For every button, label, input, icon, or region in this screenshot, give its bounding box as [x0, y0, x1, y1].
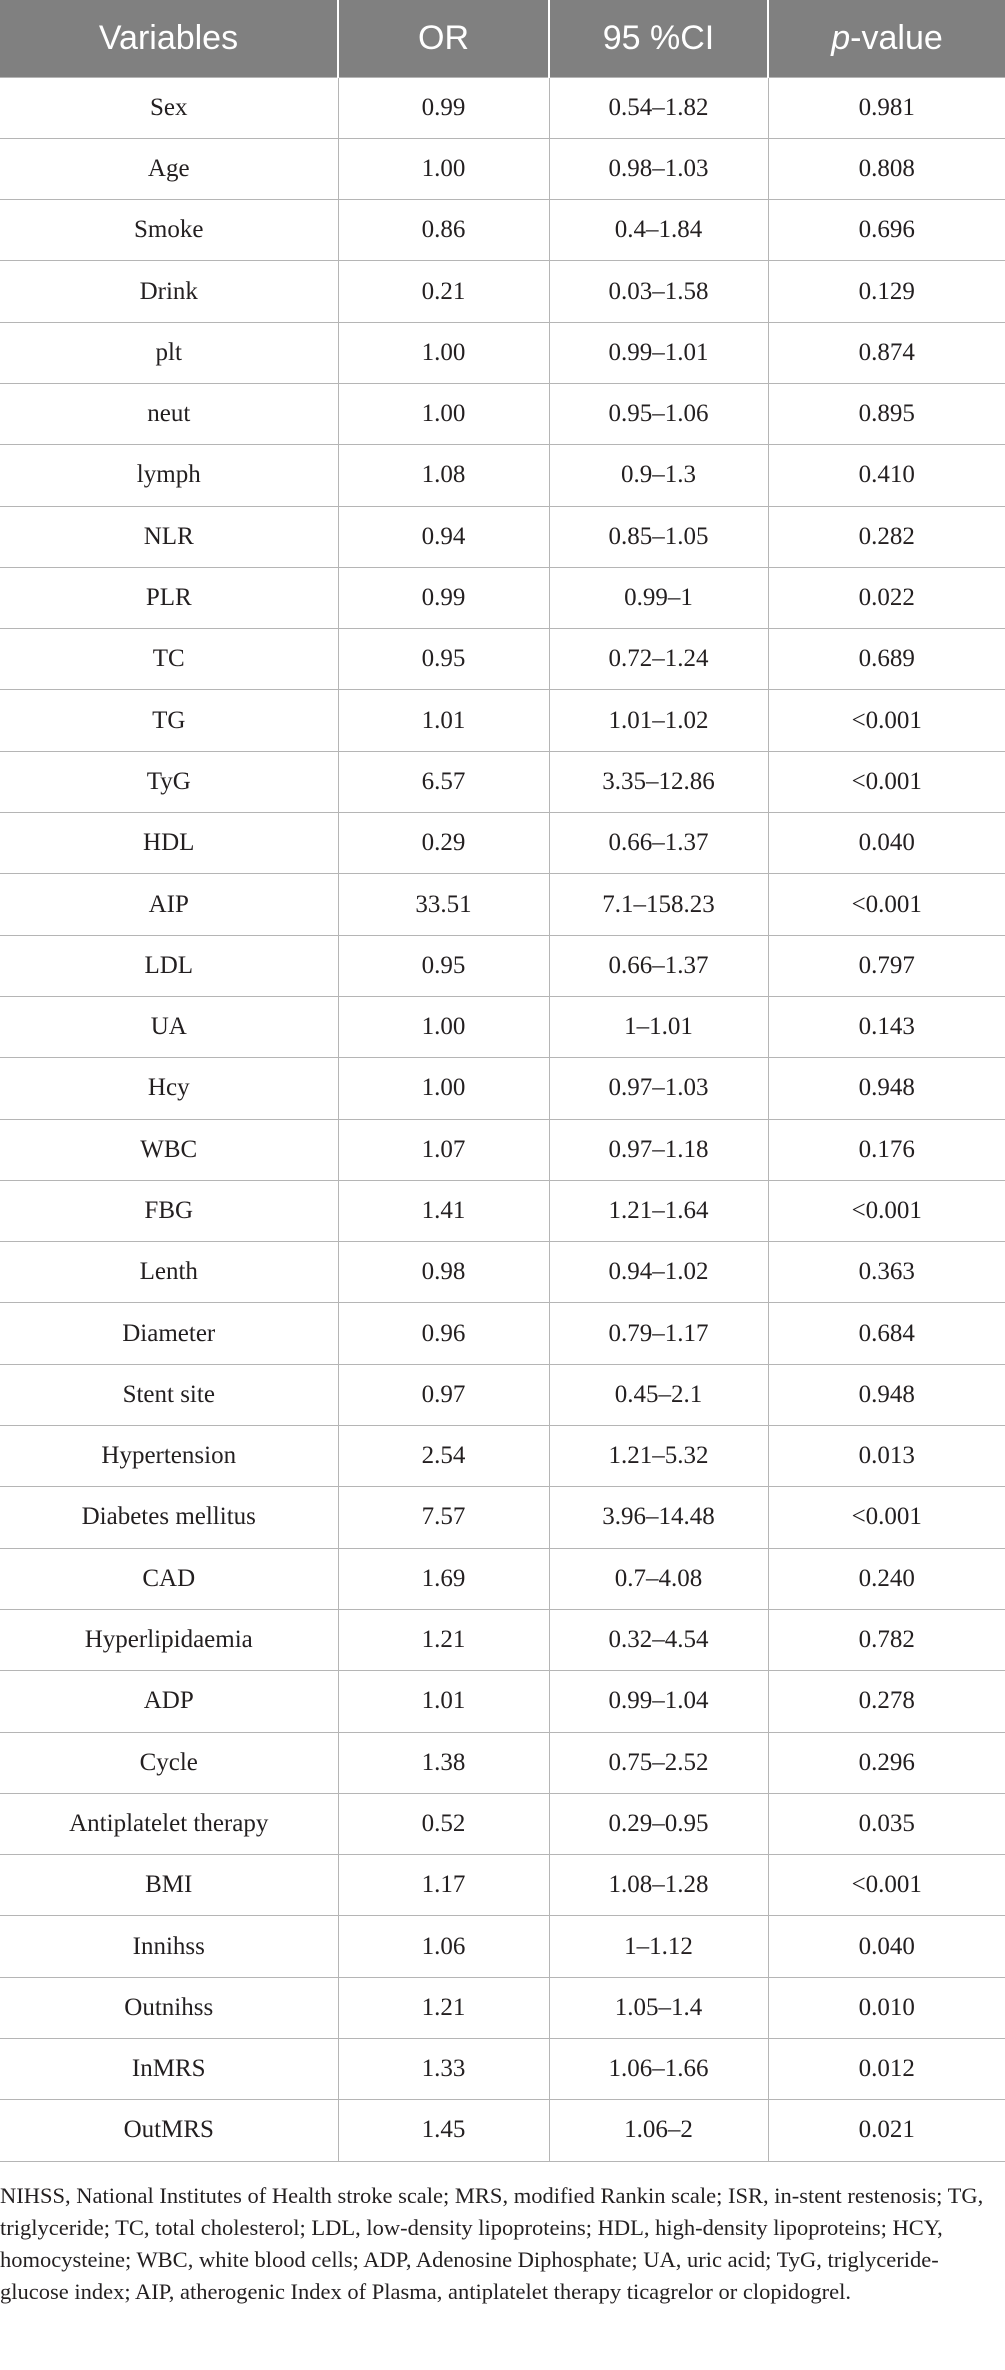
header-p-italic: p [831, 18, 851, 57]
header-p-value [768, 0, 1005, 77]
table-row [0, 1426, 1005, 1487]
cell-or: 0.95 [338, 629, 549, 690]
cell-or: 1.45 [338, 2100, 549, 2161]
cell-p-value: 0.808 [768, 138, 1005, 199]
cell-ci: 0.66–1.37 [549, 813, 768, 874]
cell-or: 33.51 [338, 874, 549, 935]
cell-or: 1.17 [338, 1855, 549, 1916]
cell-or: 1.06 [338, 1916, 549, 1977]
cell-or: 1.07 [338, 1119, 549, 1180]
table-row [0, 1364, 1005, 1425]
cell-variable: FBG [0, 1180, 338, 1241]
cell-ci: 0.99–1 [549, 567, 768, 628]
cell-variable: Hyperlipidaemia [0, 1609, 338, 1670]
cell-or: 0.96 [338, 1303, 549, 1364]
cell-ci: 0.85–1.05 [549, 506, 768, 567]
cell-variable: InMRS [0, 2039, 338, 2100]
cell-ci: 0.7–4.08 [549, 1548, 768, 1609]
header-row [0, 0, 1005, 77]
cell-variable: plt [0, 322, 338, 383]
table-row [0, 200, 1005, 261]
cell-ci: 1.06–2 [549, 2100, 768, 2161]
table-row [0, 1058, 1005, 1119]
cell-ci: 1–1.01 [549, 996, 768, 1057]
cell-or: 6.57 [338, 751, 549, 812]
table-row [0, 1609, 1005, 1670]
table-row [0, 1487, 1005, 1548]
cell-p-value: 0.013 [768, 1426, 1005, 1487]
cell-p-value: 0.022 [768, 567, 1005, 628]
cell-or: 1.00 [338, 996, 549, 1057]
cell-p-value: 0.021 [768, 2100, 1005, 2161]
cell-or: 1.21 [338, 1609, 549, 1670]
cell-or: 1.00 [338, 322, 549, 383]
table-row [0, 996, 1005, 1057]
cell-p-value: <0.001 [768, 1180, 1005, 1241]
cell-or: 1.21 [338, 1977, 549, 2038]
cell-or: 1.00 [338, 138, 549, 199]
cell-ci: 1.21–5.32 [549, 1426, 768, 1487]
cell-ci: 0.66–1.37 [549, 935, 768, 996]
table-row [0, 1303, 1005, 1364]
table-row [0, 935, 1005, 996]
table-row [0, 1671, 1005, 1732]
cell-variable: PLR [0, 567, 338, 628]
cell-p-value: 0.278 [768, 1671, 1005, 1732]
table-row [0, 874, 1005, 935]
cell-or: 0.52 [338, 1793, 549, 1854]
cell-variable: UA [0, 996, 338, 1057]
cell-variable: OutMRS [0, 2100, 338, 2161]
cell-variable: BMI [0, 1855, 338, 1916]
cell-variable: Hcy [0, 1058, 338, 1119]
cell-p-value: 0.797 [768, 935, 1005, 996]
cell-or: 1.00 [338, 383, 549, 444]
table-row [0, 138, 1005, 199]
table-row [0, 1119, 1005, 1180]
cell-or: 0.86 [338, 200, 549, 261]
table-row [0, 690, 1005, 751]
table-row [0, 2100, 1005, 2161]
cell-variable: ADP [0, 1671, 338, 1732]
cell-ci: 0.4–1.84 [549, 200, 768, 261]
cell-ci: 1–1.12 [549, 1916, 768, 1977]
cell-p-value: 0.696 [768, 200, 1005, 261]
cell-p-value: 0.981 [768, 77, 1005, 138]
cell-p-value: 0.874 [768, 322, 1005, 383]
table-row [0, 322, 1005, 383]
cell-ci: 1.05–1.4 [549, 1977, 768, 2038]
header-p-rest: -value [850, 18, 943, 57]
header-variables: Variables [98, 18, 239, 57]
table-row [0, 1548, 1005, 1609]
cell-variable: LDL [0, 935, 338, 996]
table-row [0, 751, 1005, 812]
cell-variable: Smoke [0, 200, 338, 261]
cell-ci: 0.97–1.18 [549, 1119, 768, 1180]
cell-or: 0.99 [338, 77, 549, 138]
table-row [0, 1793, 1005, 1854]
cell-ci: 0.9–1.3 [549, 445, 768, 506]
cell-or: 1.01 [338, 690, 549, 751]
cell-variable: Sex [0, 77, 338, 138]
cell-variable: NLR [0, 506, 338, 567]
cell-ci: 1.06–1.66 [549, 2039, 768, 2100]
cell-ci: 1.01–1.02 [549, 690, 768, 751]
cell-variable: AIP [0, 874, 338, 935]
cell-p-value: 0.296 [768, 1732, 1005, 1793]
cell-ci: 0.45–2.1 [549, 1364, 768, 1425]
cell-p-value: <0.001 [768, 751, 1005, 812]
cell-or: 1.69 [338, 1548, 549, 1609]
cell-variable: Stent site [0, 1364, 338, 1425]
cell-variable: Drink [0, 261, 338, 322]
cell-ci: 0.95–1.06 [549, 383, 768, 444]
cell-or: 1.00 [338, 1058, 549, 1119]
cell-variable: Lenth [0, 1242, 338, 1303]
cell-or: 0.97 [338, 1364, 549, 1425]
cell-p-value: 0.782 [768, 1609, 1005, 1670]
cell-ci: 3.35–12.86 [549, 751, 768, 812]
cell-or: 1.33 [338, 2039, 549, 2100]
cell-ci: 0.72–1.24 [549, 629, 768, 690]
cell-p-value: 0.684 [768, 1303, 1005, 1364]
cell-or: 7.57 [338, 1487, 549, 1548]
cell-variable: Age [0, 138, 338, 199]
cell-ci: 0.54–1.82 [549, 77, 768, 138]
table-row [0, 1242, 1005, 1303]
cell-p-value: 0.129 [768, 261, 1005, 322]
cell-ci: 1.21–1.64 [549, 1180, 768, 1241]
table-row [0, 1977, 1005, 2038]
cell-or: 0.99 [338, 567, 549, 628]
table-row [0, 813, 1005, 874]
table-footnote: NIHSS, National Institutes of Health stroke scale; MRS, modified Rankin scale; ISR, in-stent restenosis; TG, triglyceride; TC, total cholesterol; LDL, low-density lipoproteins; HDL, high-density lipoproteins; HCY, homocysteine; WBC, white blood cells; ADP, Adenosine Diphosphate; UA, uric acid; TyG, triglyceride-glucose index; AIP, atherogenic Index of Plasma, antiplatelet therapy ticagrelor or clopidogrel. [0, 2183, 984, 2304]
cell-or: 0.98 [338, 1242, 549, 1303]
cell-variable: neut [0, 383, 338, 444]
cell-or: 2.54 [338, 1426, 549, 1487]
cell-p-value: <0.001 [768, 1487, 1005, 1548]
cell-p-value: 0.176 [768, 1119, 1005, 1180]
cell-p-value: 0.948 [768, 1058, 1005, 1119]
cell-p-value: 0.282 [768, 506, 1005, 567]
table-body [0, 77, 1005, 2161]
cell-p-value: <0.001 [768, 690, 1005, 751]
table-row [0, 1855, 1005, 1916]
cell-variable: HDL [0, 813, 338, 874]
table-row [0, 445, 1005, 506]
cell-ci: 0.98–1.03 [549, 138, 768, 199]
cell-or: 1.38 [338, 1732, 549, 1793]
cell-variable: Diabetes mellitus [0, 1487, 338, 1548]
cell-variable: TC [0, 629, 338, 690]
cell-p-value: 0.040 [768, 1916, 1005, 1977]
cell-ci: 7.1–158.23 [549, 874, 768, 935]
cell-ci: 1.08–1.28 [549, 1855, 768, 1916]
cell-or: 0.29 [338, 813, 549, 874]
cell-p-value: 0.012 [768, 2039, 1005, 2100]
cell-p-value: 0.948 [768, 1364, 1005, 1425]
cell-variable: Hypertension [0, 1426, 338, 1487]
cell-ci: 0.75–2.52 [549, 1732, 768, 1793]
cell-variable: WBC [0, 1119, 338, 1180]
cell-variable: Diameter [0, 1303, 338, 1364]
cell-or: 0.21 [338, 261, 549, 322]
table-row [0, 2039, 1005, 2100]
cell-variable: TG [0, 690, 338, 751]
cell-ci: 0.97–1.03 [549, 1058, 768, 1119]
cell-variable: lymph [0, 445, 338, 506]
table-row [0, 1180, 1005, 1241]
table-row [0, 1916, 1005, 1977]
cell-ci: 0.32–4.54 [549, 1609, 768, 1670]
cell-or: 0.94 [338, 506, 549, 567]
cell-or: 1.08 [338, 445, 549, 506]
cell-or: 0.95 [338, 935, 549, 996]
cell-ci: 3.96–14.48 [549, 1487, 768, 1548]
cell-variable: Cycle [0, 1732, 338, 1793]
cell-variable: TyG [0, 751, 338, 812]
cell-ci: 0.99–1.01 [549, 322, 768, 383]
cell-ci: 0.99–1.04 [549, 1671, 768, 1732]
cell-ci: 0.79–1.17 [549, 1303, 768, 1364]
cell-p-value: 0.010 [768, 1977, 1005, 2038]
table-row [0, 506, 1005, 567]
table-row [0, 77, 1005, 138]
cell-p-value: 0.035 [768, 1793, 1005, 1854]
cell-p-value: 0.410 [768, 445, 1005, 506]
cell-p-value: 0.895 [768, 383, 1005, 444]
cell-or: 1.01 [338, 1671, 549, 1732]
cell-p-value: 0.240 [768, 1548, 1005, 1609]
cell-p-value: 0.363 [768, 1242, 1005, 1303]
header-ci: 95 %CI [549, 0, 768, 77]
cell-p-value: <0.001 [768, 874, 1005, 935]
cell-variable: Outnihss [0, 1977, 338, 2038]
table-row [0, 261, 1005, 322]
cell-variable: CAD [0, 1548, 338, 1609]
cell-ci: 0.03–1.58 [549, 261, 768, 322]
table-header [0, 0, 1005, 77]
cell-p-value: 0.689 [768, 629, 1005, 690]
cell-or: 1.41 [338, 1180, 549, 1241]
table-row [0, 629, 1005, 690]
table-row [0, 383, 1005, 444]
cell-ci: 0.29–0.95 [549, 1793, 768, 1854]
cell-p-value: 0.143 [768, 996, 1005, 1057]
table-row [0, 1732, 1005, 1793]
header-or: OR [338, 0, 549, 77]
cell-variable: Innihss [0, 1916, 338, 1977]
cell-p-value: <0.001 [768, 1855, 1005, 1916]
table-row [0, 567, 1005, 628]
cell-p-value: 0.040 [768, 813, 1005, 874]
cell-ci: 0.94–1.02 [549, 1242, 768, 1303]
cell-variable: Antiplatelet therapy [0, 1793, 338, 1854]
